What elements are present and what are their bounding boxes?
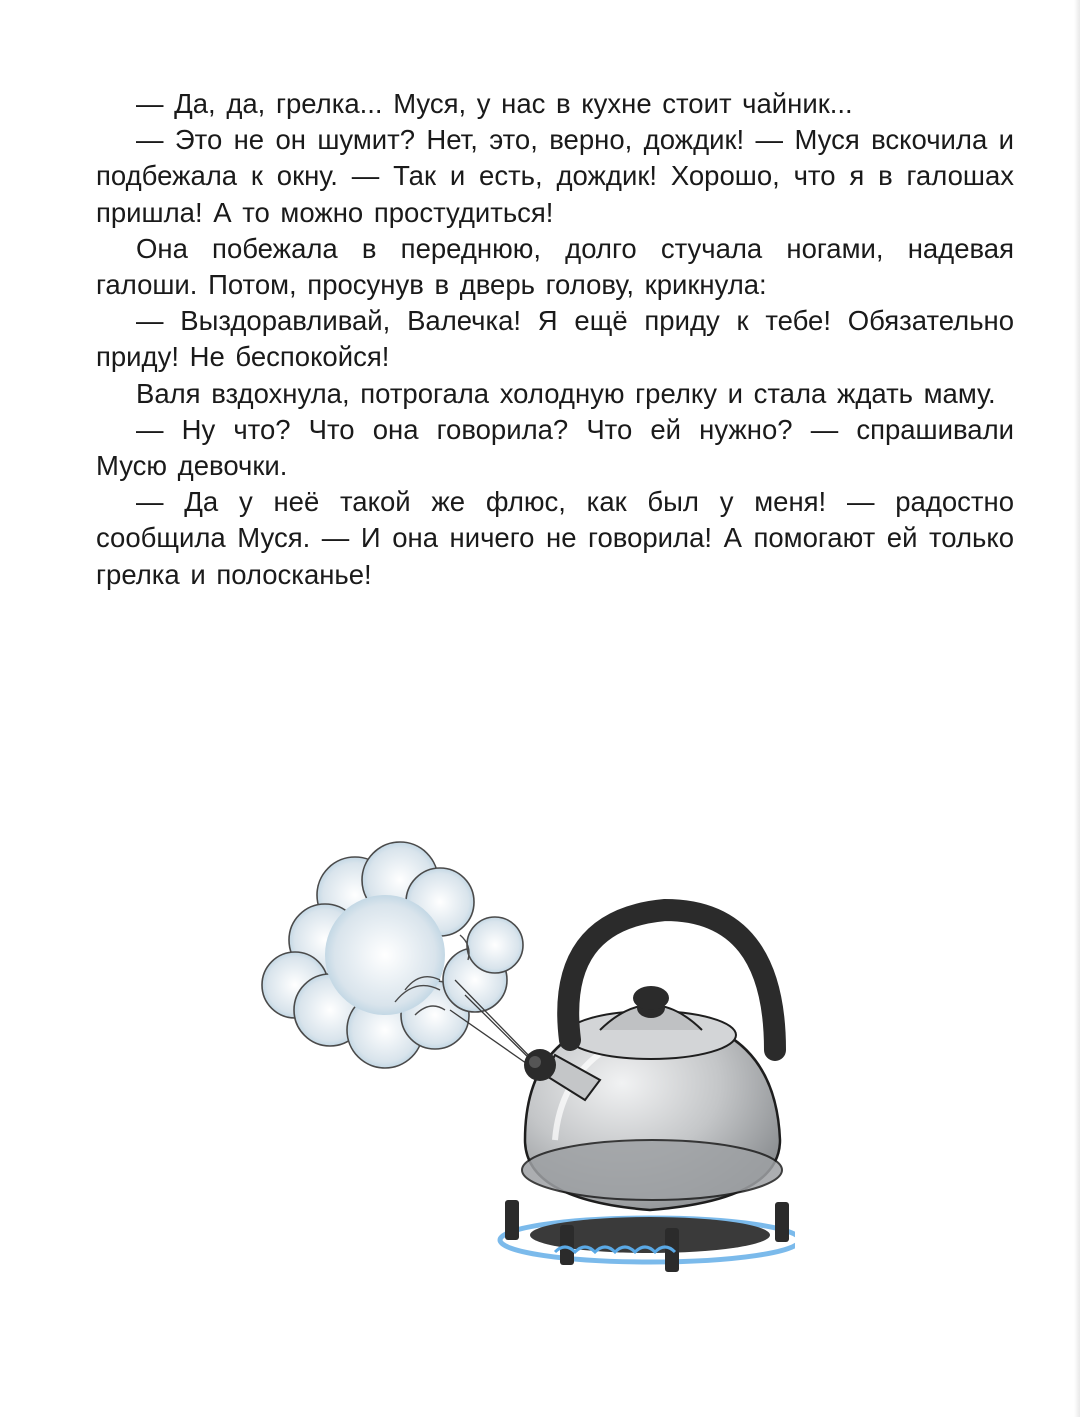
paragraph-4: — Выздоравливай, Валечка! Я ещё приду к тебе! Обязательно приду! Не беспокойся! bbox=[96, 305, 1014, 373]
paragraph-6: — Ну что? Что она говорила? Что ей нужно? — спрашивали Мусю девочки. bbox=[96, 413, 1014, 482]
paragraph-5: Валя вздохнула, потрогала холодную грелку и стала ждать маму. bbox=[136, 377, 996, 409]
page-edge-shadow bbox=[1074, 0, 1080, 1417]
paragraph-2: — Это не он шумит? Нет, это, верно, дождик! — Муся вскочила и подбежала к окну. — Так и есть, дождик! Хорошо, что я в галошах пришла! А то можно простудиться! bbox=[96, 124, 1014, 228]
kettle-illustration bbox=[255, 840, 795, 1290]
paragraph-7: — Да у неё такой же флюс, как был у меня! — радостно сообщила Муся. — И она ничего не говорила! А помогают ей только грелка и полосканье! bbox=[96, 486, 1014, 590]
paragraph-1: — Да, да, грелка... Муся, у нас в кухне стоит чайник... bbox=[136, 88, 853, 119]
paragraph-3: Она побежала в переднюю, долго стучала ногами, надевая галоши. Потом, просунув в дверь голову, крикнула: bbox=[96, 232, 1014, 301]
story-text bbox=[96, 86, 1014, 593]
